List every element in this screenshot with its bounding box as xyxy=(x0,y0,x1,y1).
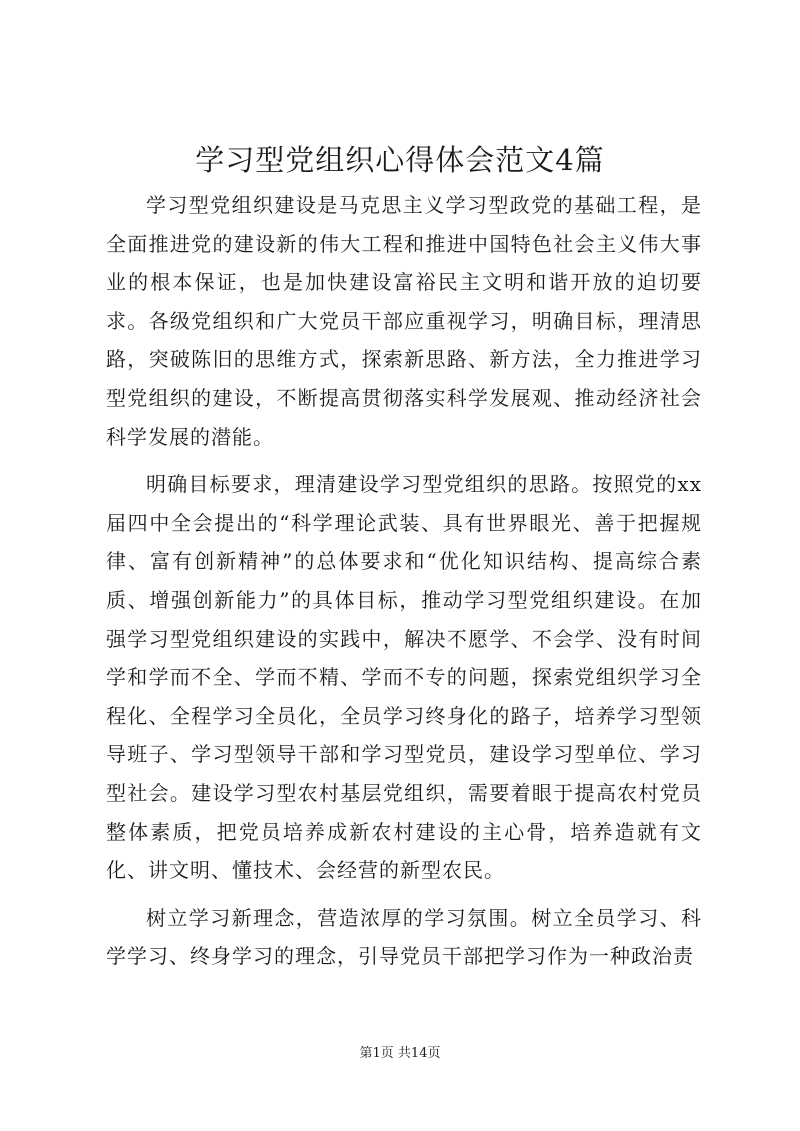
page-footer: 第1页 共14页 xyxy=(359,1046,441,1061)
paragraph-2: 明确目标要求，理清建设学习型党组织的思路。按照党的xx届四中全会提出的“科学理论武装、具有世界眼光、善于把握规律、富有创新精神”的总体要求和“优化知识结构、提高综合素质、增强创新能力”的具体目标，推动学习型党组织建设。在加强学习型党组织建设的实践中，解决不愿学、不会学、没有时间学和学而不全、学而不精、学而不专的问题，探索党组织学习全程化、全程学习全员化，全员学习终身化的路子，培养学习型领导班子、学习型领导干部和学习型党员，建设学习型单位、学习型社会。建设学习型农村基层党组织，需要着眼于提高农村党员整体素质，把党员培养成新农村建设的主心骨，培养造就有文化、讲文明、懂技术、会经营的新型农民。 xyxy=(106,472,702,883)
paragraph-1: 学习型党组织建设是马克思主义学习型政党的基础工程，是全面推进党的建设新的伟大工程和推进中国特色社会主义伟大事业的根本保证，也是加快建设富裕民主文明和谐开放的迫切要求。各级党组织和广大党员干部应重视学习，明确目标，理清思路，突破陈旧的思维方式，探索新思路、新方法，全力推进学习型党组织的建设，不断提高贯彻落实科学发展观、推动经济社会科学发展的潜能。 xyxy=(106,193,702,449)
paragraph-3: 树立学习新理念，营造浓厚的学习氛围。树立全员学习、科学学习、终身学习的理念，引导党员干部把学习作为一种政治责 xyxy=(106,905,702,969)
document-body xyxy=(106,186,702,985)
document-title: 学习型党组织心得体会范文4篇 xyxy=(195,143,605,177)
